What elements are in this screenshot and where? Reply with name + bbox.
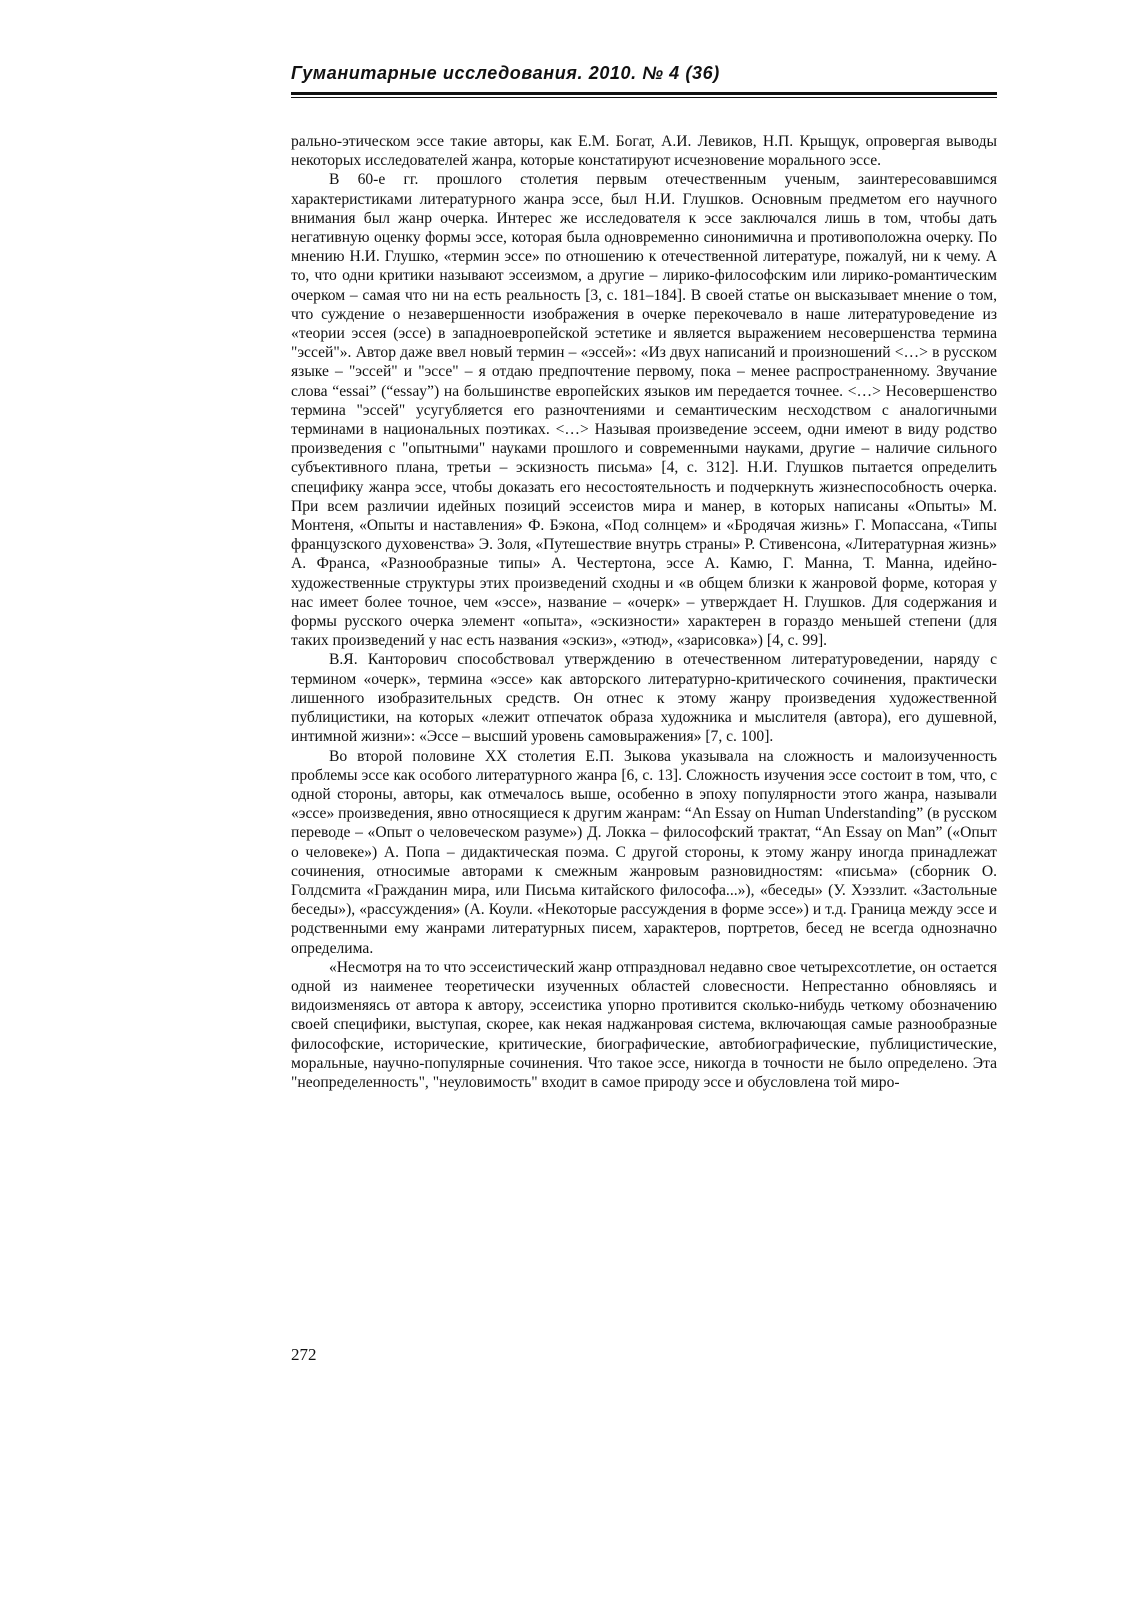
page-number: 272 [291, 1345, 317, 1364]
article-body [291, 132, 997, 1092]
paragraph: Во второй половине XX столетия Е.П. Зыкова указывала на сложность и малоизученность проблемы эссе как особого литературного жанра [6, с. 13]. Сложность изучения эссе состоит в том, что, с одной стороны, авторы, как отмечалось выше, особенно в эпоху популярности этого жанра, называли «эссе» произведения, явно относящиеся к другим жанрам: “An Essay on Human Understanding” (в русском переводе – «Опыт о человеческом разуме») Д. Локка – философский трактат, “An Essay on Man” («Опыт о человеке») А. Попа – дидактическая поэма. С другой стороны, к этому жанру иногда принадлежат сочинения, относимые авторами к смежным жанровым разновидностям: «письма» (сборник О. Голдсмита «Гражданин мира, или Письма китайского философа...»), «беседы» (У. Хэззлит. «Застольные беседы»), «рассуждения» (А. Коули. «Некоторые рассуждения в форме эссе») и т.д. Граница между эссе и родственными ему жанрами литературных писем, характеров, портретов, бесед не всегда однозначно определима. [291, 747, 997, 957]
paragraph-continued: рально-этическом эссе такие авторы, как Е.М. Богат, А.И. Левиков, Н.П. Крыщук, опровергая выводы некоторых исследователей жанра, которые констатируют исчезновение морального эссе. [291, 133, 997, 170]
paragraph: В.Я. Канторович способствовал утверждению в отечественном литературоведении, наряду с термином «очерк», термина «эссе» как авторского литературно-критического сочинения, практически лишенного изобразительных средств. Он отнес к этому жанру произведения художественной публицистики, на которых «лежит отпечаток образа художника и мыслителя (автора), его душевной, интимной жизни»: «Эссе – высший уровень самовыражения» [7, с. 100]. [291, 651, 997, 746]
paragraph: «Несмотря на то что эссеистический жанр отпраздновал недавно свое четырехсотлетие, он остается одной из наименее теоретически изученных областей словесности. Непрестанно обновляясь и видоизменяясь от автора к автору, эссеистика упорно противится сколько-нибудь четкому обозначению своей специфики, выступая, скорее, как некая наджанровая система, включающая самые разнообразные философские, исторические, критические, биографические, автобиографические, публицистические, моральные, научно-популярные сочинения. Что такое эссе, никогда в точности не было определено. Эта "неопределенность", "неуловимость" входит в самое природу эссе и обусловлена той миро- [291, 958, 997, 1091]
journal-title: Гуманитарные исследования. 2010. № 4 (36) [291, 63, 720, 83]
running-header [291, 62, 997, 98]
header-double-rule [291, 92, 997, 98]
paragraph: В 60-е гг. прошлого столетия первым отечественным ученым, заинтересовавшимся характеристиками литературного жанра эссе, был Н.И. Глушков. Основным предметом его научного внимания был жанр очерка. Интерес же исследователя к эссе заключался лишь в том, чтобы дать негативную оценку формы эссе, которая была одновременно синонимична и противоположна очерку. По мнению Н.И. Глушко, «термин эссе» по отношению к отечественной литературе, пожалуй, ни к чему. А то, что одни критики называют эссеизмом, а другие – лирико-философским или лирико-романтическим очерком – самая что ни на есть реальность [3, с. 181–184]. В своей статье он высказывает мнение о том, что суждение о незавершенности изображения в очерке перекочевало в наше литературоведение из «теории эссея (эссе) в западноевропейской эстетике и является выражением несовершенства термина "эссей"». Автор даже ввел новый термин – «эссей»: «Из двух написаний и произношений <…> в русском языке – "эссей" и "эссе" – я отдаю предпочтение первому, пока – менее распространенному. Звучание слова “essai” (“essay”) на большинстве европейских языков им передается точнее. <…> Несовершенство термина "эссей" усугубляется его разночтениями и семантическим несходством с аналогичными терминами в национальных поэтиках. <…> Называя произведение эссеем, одни имеют в виду родство произведения с "опытными" науками прошлого и современными науками, другие – наличие сильного субъективного плана, третьи – эскизность письма» [4, с. 312]. Н.И. Глушков пытается определить специфику жанра эссе, чтобы доказать его несостоятельность и подчеркнуть жизнеспособность очерка. При всем различии идейных позиций эссеистов мира и манер, в которых написаны «Опыты» М. Монтеня, «Опыты и наставления» Ф. Бэкона, «Под солнцем» и «Бродячая жизнь» Г. Мопассана, «Типы французского духовенства» Э. Золя, «Путешествие внутрь страны» Р. Стивенсона, «Литературная жизнь» А. Франса, «Разнообразные типы» А. Честертона, эссе А. Камю, Г. Манна, Т. Манна, идейно-художественные структуры этих произведений сходны и «в общем близки к жанровой форме, которая у нас имеет более точное, чем «эссе», название – «очерк» – утверждает Н. Глушков. Для содержания и формы русского очерка элемент «опыта», «эскизности» характерен в гораздо меньшей степени (для таких произведений у нас есть названия «эскиз», «этюд», «зарисовка») [4, с. 99]. [291, 171, 997, 650]
